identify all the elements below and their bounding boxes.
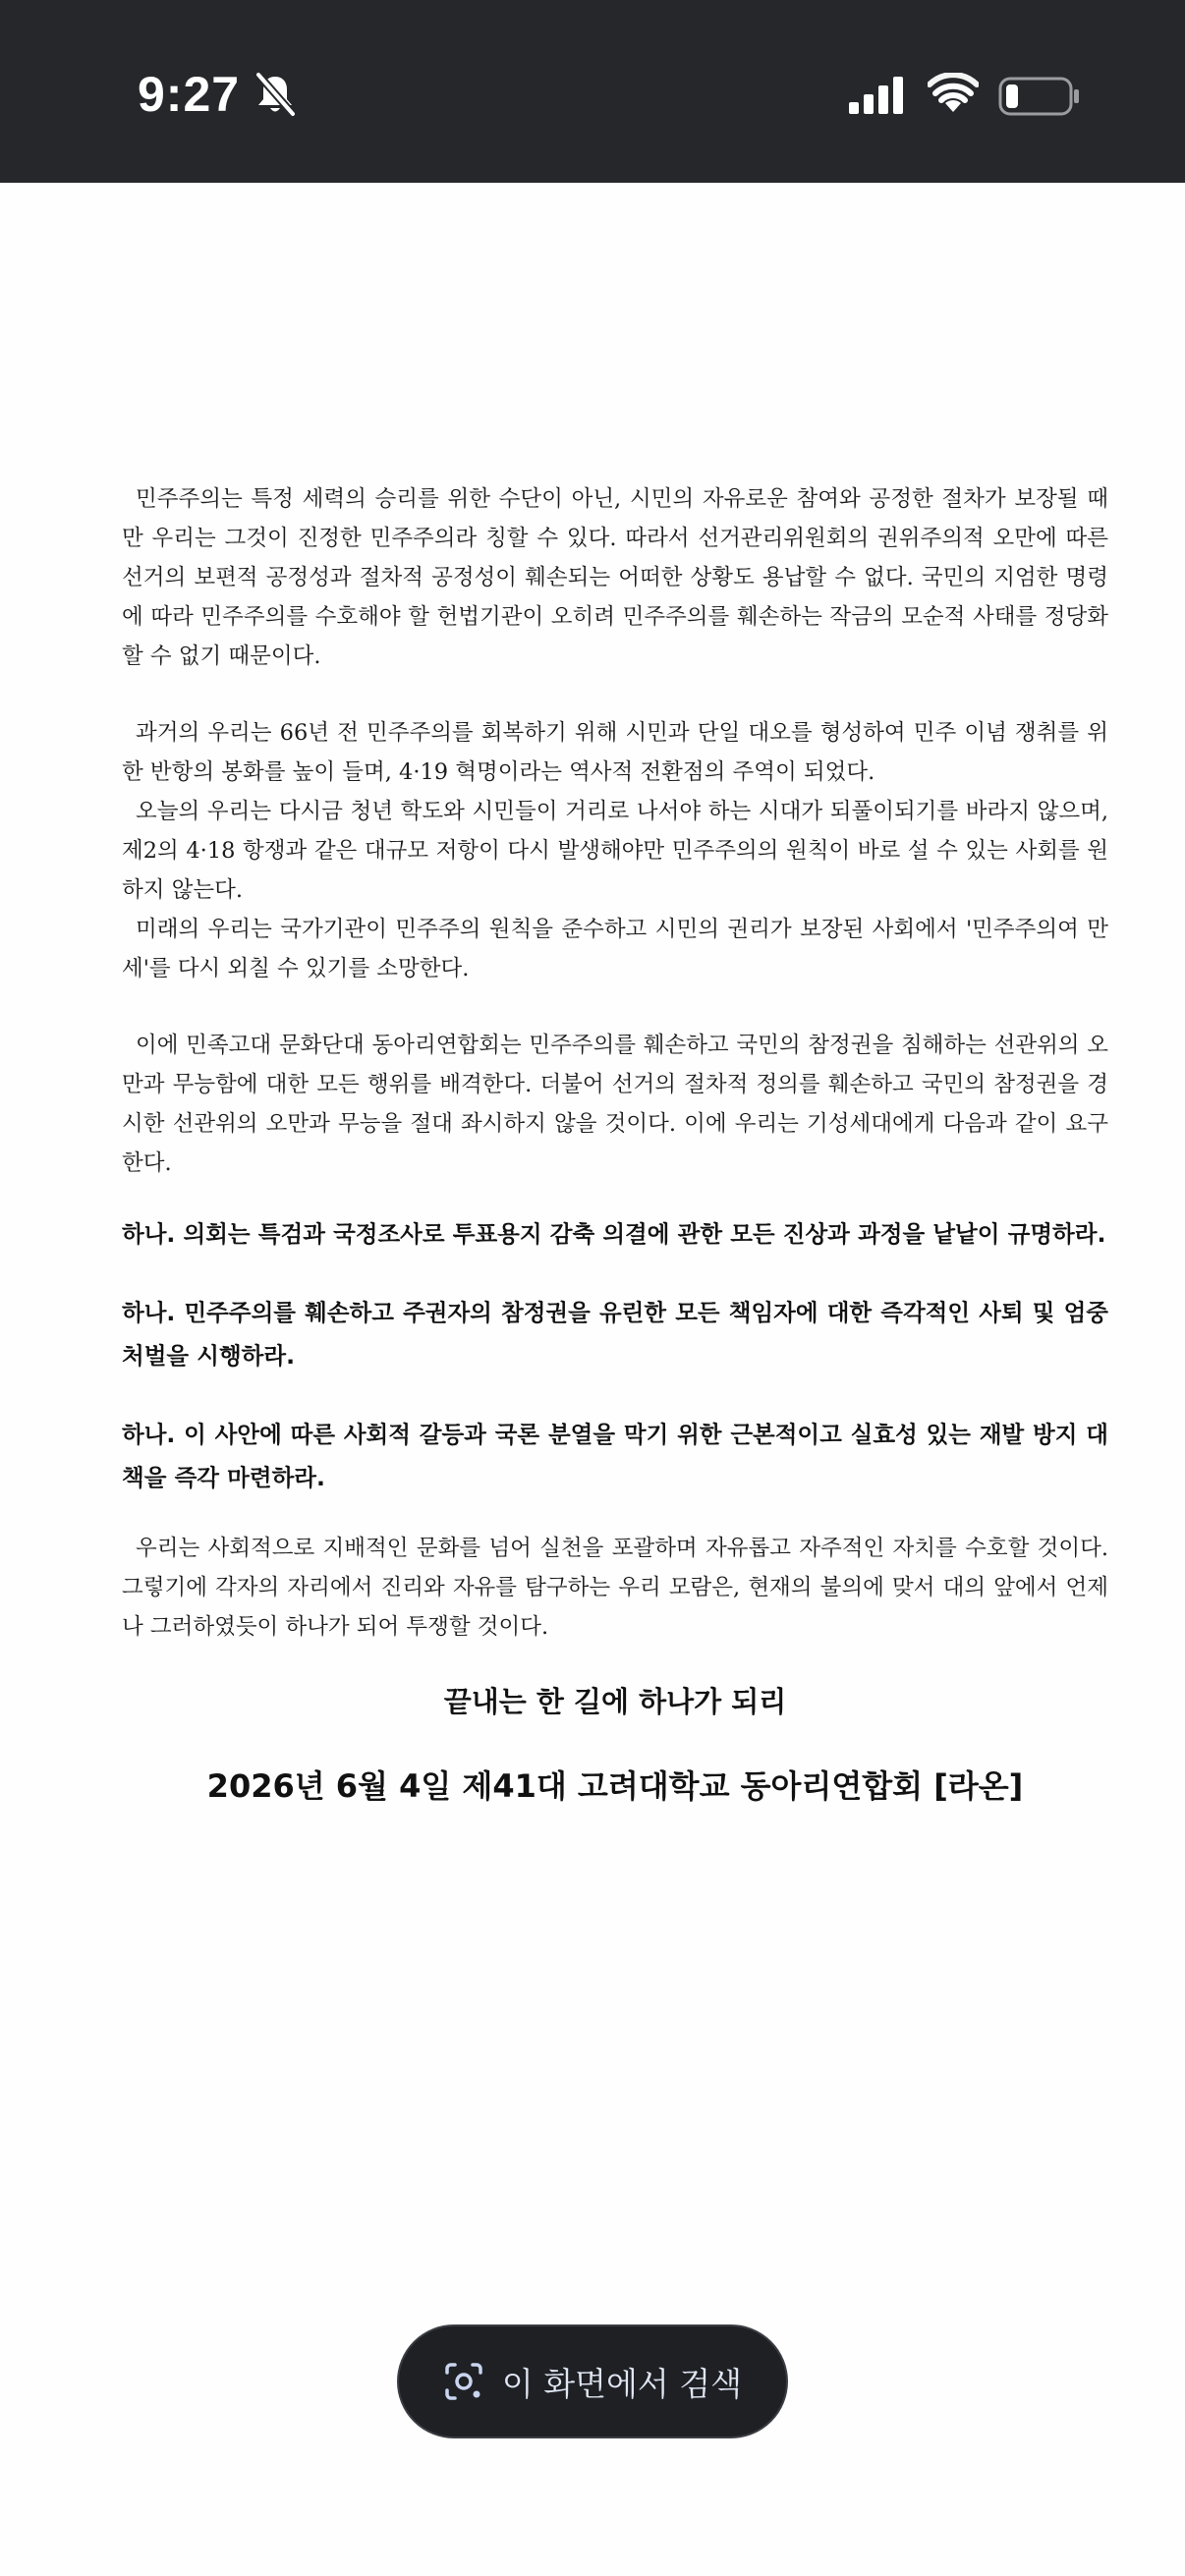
signature: 2026년 6월 4일 제41대 고려대학교 동아리연합회 [라온] — [206, 1767, 1024, 1805]
paragraph-declaration: 이에 민족고대 문화단대 동아리연합회는 민주주의를 훼손하고 국민의 참정권을 침해하는 선관위의 오만과 무능함에 대한 모든 행위를 배격한다. 더불어 선거의 절차적 정의를 훼손하고 국민의 참정권을 경시한 선관위의 오만과 무능을 절대 좌시하지 않을 것이다. 이에 우리는 기성세대에게 다음과 같이 요구한다. — [122, 1033, 1108, 1176]
statement-body — [122, 479, 1108, 1810]
paragraph-intro: 민주주의는 특정 세력의 승리를 위한 수단이 아닌, 시민의 자유로운 참여와 공정한 절차가 보장될 때만 우리는 그것이 진정한 민주주의라 칭할 수 있다. 따라서 선거관리위원회의 권위주의적 오만에 따른 선거의 보편적 공정성과 절차적 공정성이 훼손되는 어떠한 상황도 용납할 수 없다. 국민의 지엄한 명령에 따라 민주주의를 수호해야 할 헌법기관이 오히려 민주주의를 훼손하는 작금의 모순적 사태를 정당화할 수 없기 때문이다. — [122, 486, 1108, 669]
lens-search-icon — [443, 2361, 484, 2402]
cellular-signal-icon — [849, 77, 904, 116]
paragraph-closing: 우리는 사회적으로 지배적인 문화를 넘어 실천을 포괄하며 자유롭고 자주적인 자치를 수호할 것이다. 그렇기에 각자의 자리에서 진리와 자유를 탐구하는 우리 모람은, 현재의 불의에 맞서 대의 앞에서 언제나 그러하였듯이 하나가 되어 투쟁할 것이다. — [122, 1536, 1108, 1640]
wifi-icon — [928, 73, 979, 114]
search-this-screen-button[interactable] — [397, 2324, 788, 2438]
paragraph-future: 미래의 우리는 국가기관이 민주주의 원칙을 준수하고 시민의 권리가 보장된 사회에서 '민주주의여 만세'를 다시 외칠 수 있기를 소망한다. — [122, 917, 1108, 981]
bell-slash-icon — [254, 71, 297, 118]
slogan: 끝내는 한 길에 하나가 되리 — [443, 1685, 787, 1718]
demand-1: 하나. 의회는 특검과 국정조사로 투표용지 감축 의결에 관한 모든 진상과 과정을 낱낱이 규명하라. — [122, 1220, 1106, 1248]
demand-2: 하나. 민주주의를 훼손하고 주권자의 참정권을 유린한 모든 책임자에 대한 즉각적인 사퇴 및 엄중 처벌을 시행하라. — [122, 1299, 1108, 1370]
demand-3: 하나. 이 사안에 따른 사회적 갈등과 국론 분열을 막기 위한 근본적이고 실효성 있는 재발 방지 대책을 즉각 마련하라. — [122, 1421, 1108, 1491]
paragraph-past: 과거의 우리는 66년 전 민주주의를 회복하기 위해 시민과 단일 대오를 형성하여 민주 이념 쟁취를 위한 반항의 봉화를 높이 들며, 4·19 혁명이라는 역사적 전환점의 주역이 되었다. — [122, 720, 1108, 785]
battery-low-icon — [998, 77, 1081, 116]
search-button-label: 이 화면에서 검색 — [501, 2364, 743, 2403]
status-time: 9:27 — [138, 67, 241, 122]
status-bar — [0, 0, 1185, 183]
paragraph-present: 오늘의 우리는 다시금 청년 학도와 시민들이 거리로 나서야 하는 시대가 되풀이되기를 바라지 않으며, 제2의 4·18 항쟁과 같은 대규모 저항이 다시 발생해야만 민주주의의 원칙이 바로 설 수 있는 사회를 원하지 않는다. — [122, 799, 1108, 903]
